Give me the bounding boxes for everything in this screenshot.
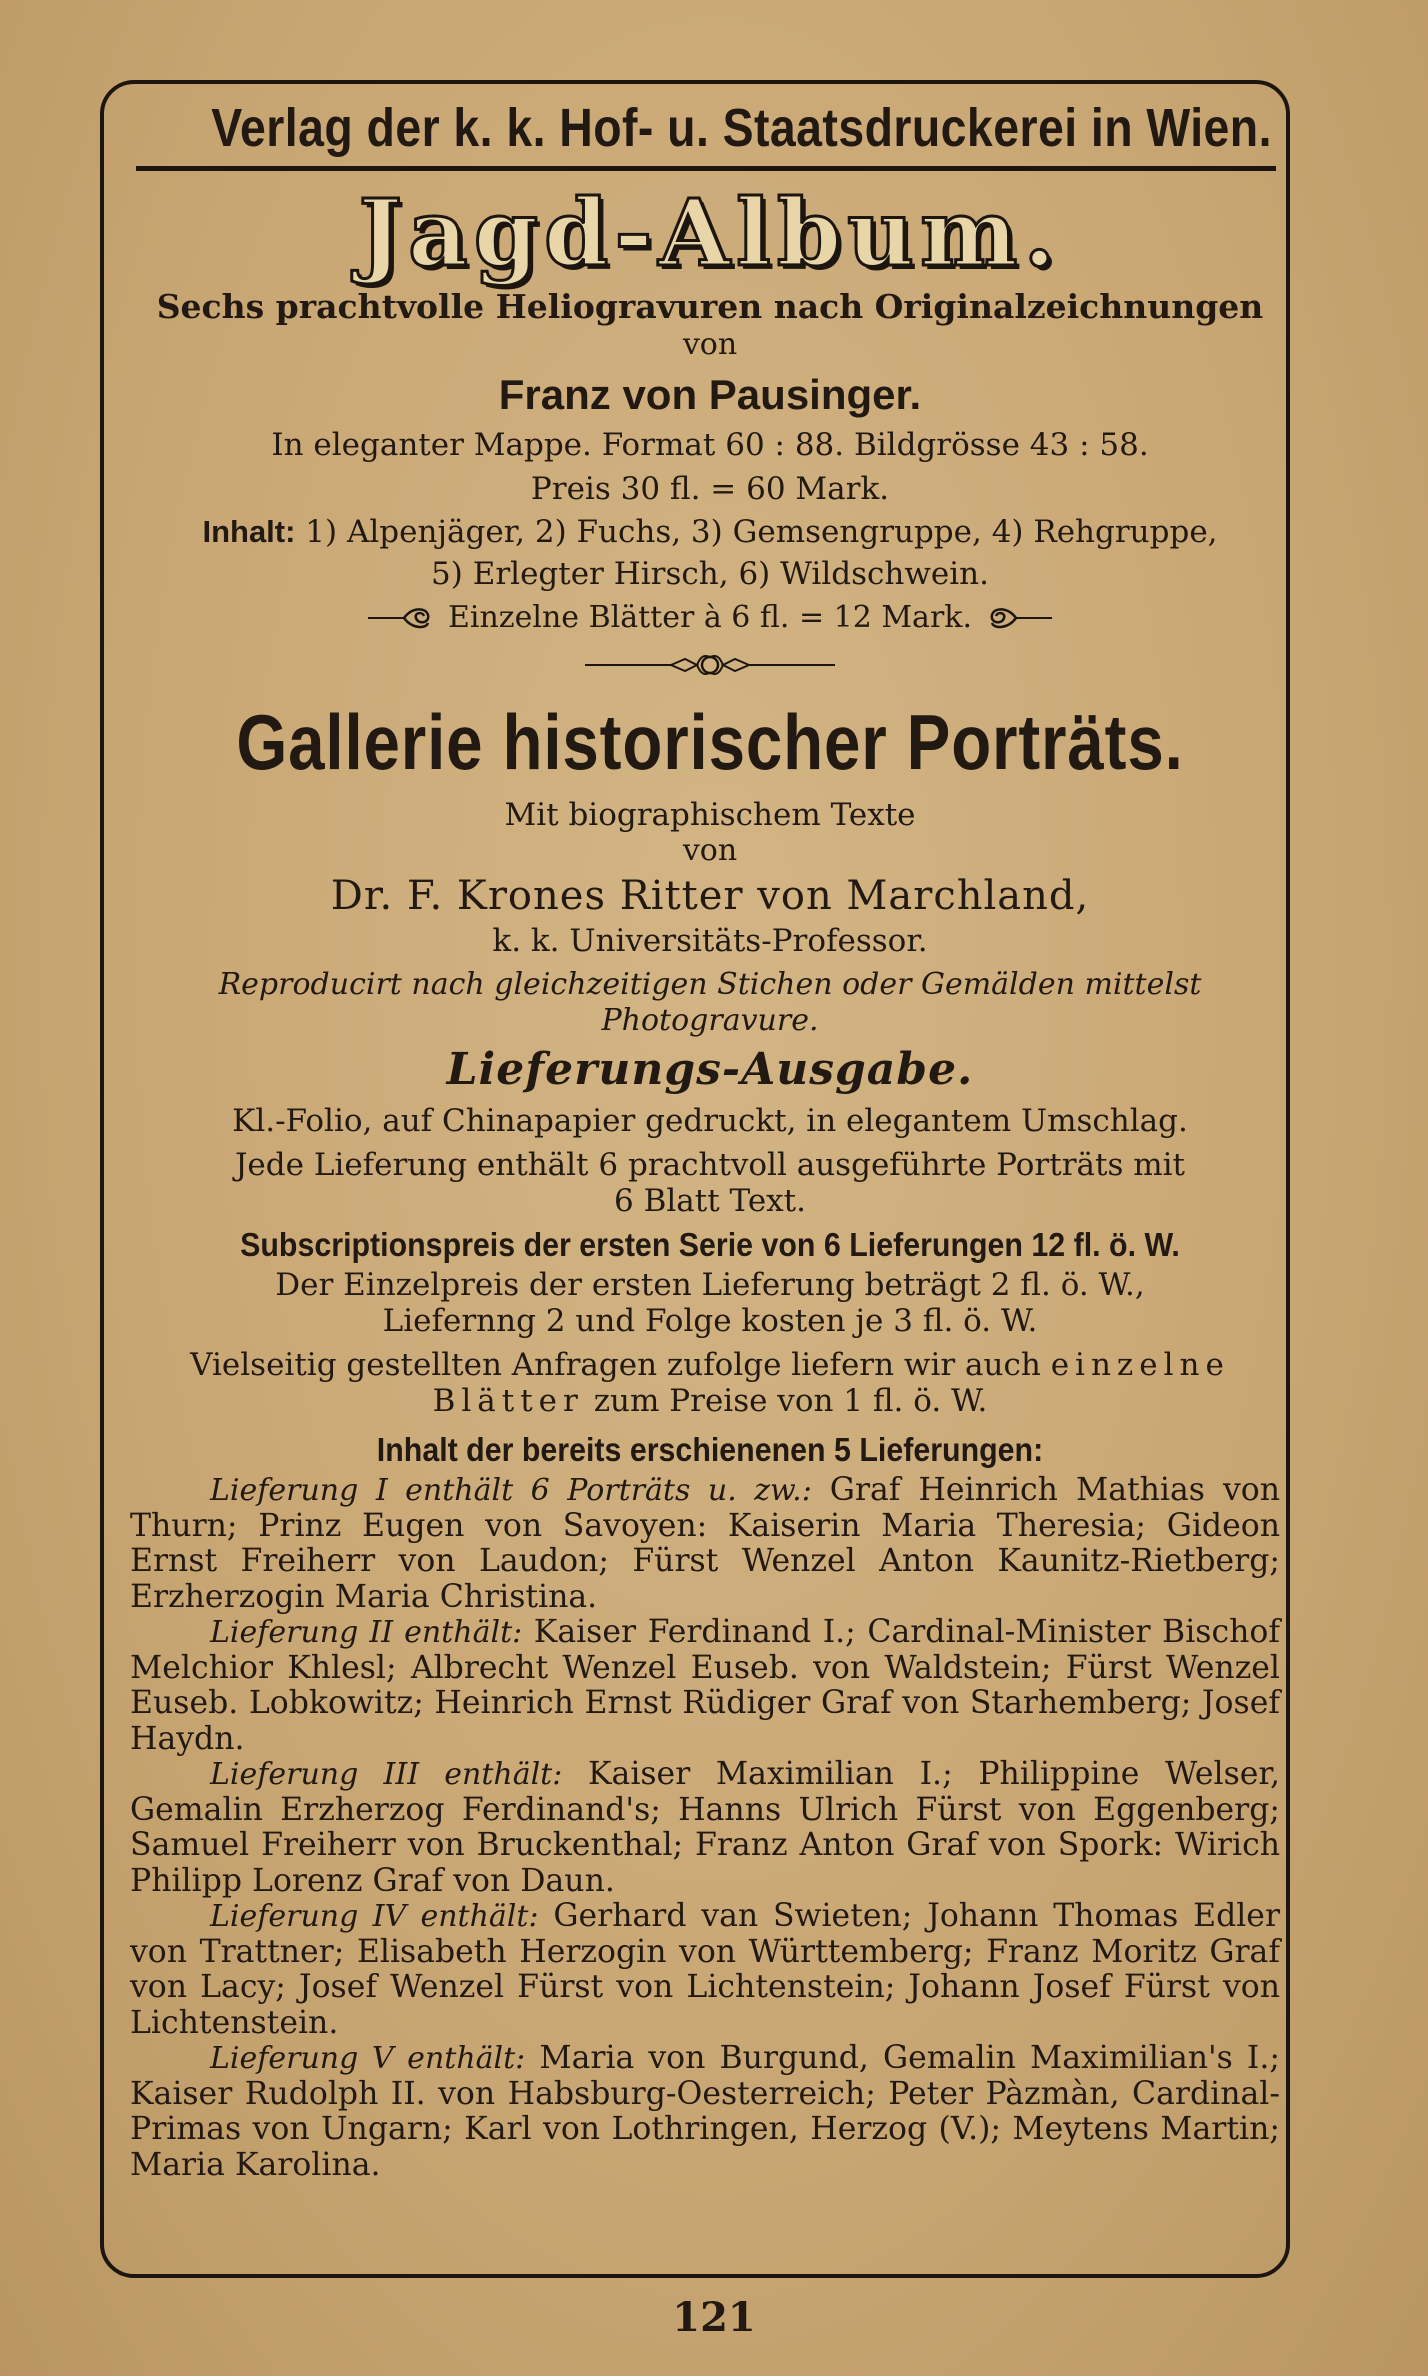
jagd-author: Franz von Pausinger. bbox=[498, 371, 922, 418]
gallerie-von: von bbox=[682, 833, 738, 868]
jagd-subtitle: Sechs prachtvolle Heliogravuren nach Originalzeichnungen bbox=[156, 287, 1264, 326]
lieferung-label: Lieferung III enthält: bbox=[210, 1757, 563, 1792]
jagd-von: von bbox=[682, 327, 738, 362]
gallerie-request-line1b: einzelne bbox=[1050, 1347, 1230, 1383]
lieferung-text: Kaiser Maximilian I.; Philippine Welser, Gemalin Erzherzog Ferdinand's; Hanns Ulrich Fürst von Eggenberg; Samuel Freiherr von Bruckenthal; Franz Anton Graf von Spork: Wirich Philipp Lorenz Graf von Daun. bbox=[130, 1756, 1280, 1899]
gallerie-contents bbox=[130, 1147, 1290, 1219]
left-ornament-icon bbox=[368, 605, 434, 631]
gallerie-subscription: Subscriptionspreis der ersten Serie von 6 Lieferungen 12 fl. ö. W. bbox=[240, 1226, 1180, 1263]
gallerie-title: Gallerie historischer Porträts. bbox=[236, 698, 1184, 786]
jagd-price-line: Preis 30 fl. = 60 Mark. bbox=[530, 471, 890, 507]
header-rule bbox=[136, 166, 1276, 171]
gallerie-repro-line1: Reproducirt nach gleichzeitigen Stichen oder Gemälden mittelst bbox=[218, 967, 1202, 1002]
jagd-single-sheets-row bbox=[130, 595, 1290, 641]
gallerie-text-line: Mit biographischem Texte bbox=[504, 797, 916, 833]
page-number: 121 bbox=[672, 2294, 756, 2341]
gallerie-request-line2a: Blätter bbox=[432, 1383, 584, 1419]
gallerie-contents-line1: Jede Lieferung enthält 6 prachtvoll ausgeführte Porträts mit bbox=[235, 1147, 1185, 1183]
gallerie-request-line1a: Vielseitig gestellten Anfragen zufolge liefern wir auch bbox=[190, 1347, 1051, 1383]
gallerie-repro bbox=[130, 967, 1290, 1039]
section-divider bbox=[130, 651, 1290, 681]
lieferung-item bbox=[130, 1757, 1280, 1899]
gallerie-single-price bbox=[130, 1267, 1290, 1339]
jagd-album-title: Jagd-Album. bbox=[358, 179, 1062, 287]
gallerie-request-line2b: zum Preise von 1 fl. ö. W. bbox=[583, 1383, 988, 1419]
lieferung-label: Lieferung V enthält: bbox=[210, 2041, 526, 2076]
right-ornament-icon bbox=[986, 605, 1052, 631]
lieferung-text: Maria von Burgund, Gemalin Maximilian's I.; Kaiser Rudolph II. von Habsburg-Oesterreich; Peter Pàzmàn, Cardinal-Primas von Ungarn; Karl von Lothringen, Herzog (V.); Meytens Martin; Maria Karolina. bbox=[130, 2040, 1280, 2183]
publisher-line: Verlag der k. k. Hof- u. Staatsdruckerei in Wien. bbox=[211, 98, 1272, 158]
gallerie-contents-line2: 6 Blatt Text. bbox=[614, 1183, 806, 1219]
lieferung-item bbox=[130, 1899, 1280, 2041]
divider-ornament-icon bbox=[585, 651, 835, 679]
lieferungs-ausgabe-title: Lieferungs-Ausgabe. bbox=[446, 1044, 974, 1095]
jagd-inhalt-line2: 5) Erlegter Hirsch, 6) Wildschwein. bbox=[431, 556, 989, 592]
gallerie-request bbox=[130, 1347, 1290, 1419]
gallerie-inhalt-heading: Inhalt der bereits erschienenen 5 Lieferungen: bbox=[376, 1431, 1044, 1468]
jagd-format-line: In eleganter Mappe. Format 60 : 88. Bildgrösse 43 : 58. bbox=[271, 427, 1149, 463]
lieferung-text: Kaiser Ferdinand I.; Cardinal-Minister Bischof Melchior Khlesl; Albrecht Wenzel Euseb. von Waldstein; Fürst Wenzel Euseb. Lobkowitz; Heinrich Ernst Rüdiger Graf von Starhemberg; Josef Haydn. bbox=[130, 1614, 1280, 1757]
gallerie-author-title: k. k. Universitäts-Professor. bbox=[492, 923, 928, 959]
gallerie-single-price-line1: Der Einzelpreis der ersten Lieferung beträgt 2 fl. ö. W., bbox=[275, 1267, 1145, 1303]
jagd-inhalt-line1: 1) Alpenjäger, 2) Fuchs, 3) Gemsengruppe, 4) Rehgruppe, bbox=[295, 514, 1218, 550]
advertisement-content bbox=[130, 96, 1290, 2183]
lieferung-label: Lieferung IV enthält: bbox=[210, 1899, 539, 1934]
gallerie-author: Dr. F. Krones Ritter von Marchland, bbox=[330, 873, 1090, 919]
lieferung-text: Graf Heinrich Mathias von Thurn; Prinz Eugen von Savoyen: Kaiserin Maria Theresia; Gideon Ernst Freiherr von Laudon; Fürst Wenzel Anton Kaunitz-Rietberg; Erzherzogin Maria Christina. bbox=[130, 1472, 1280, 1615]
lieferungen-list bbox=[130, 1473, 1290, 2183]
jagd-inhalt-label: Inhalt: bbox=[202, 514, 296, 549]
lieferung-label: Lieferung II enthält: bbox=[210, 1615, 523, 1650]
lieferung-text: Gerhard van Swieten; Johann Thomas Edler von Trattner; Elisabeth Herzogin von Württemberg; Franz Moritz Graf von Lacy; Josef Wenzel Fürst von Lichtenstein; Johann Josef Fürst von Lichtenstein. bbox=[130, 1898, 1281, 2041]
lieferung-label: Lieferung I enthält 6 Porträts u. zw.: bbox=[210, 1473, 812, 1508]
gallerie-repro-line2: Photogravure. bbox=[601, 1003, 819, 1038]
gallerie-single-price-line2: Liefernng 2 und Folge kosten je 3 fl. ö. W. bbox=[382, 1303, 1038, 1339]
lieferung-item bbox=[130, 1615, 1280, 1757]
gallerie-format-line: Kl.-Folio, auf Chinapapier gedruckt, in elegantem Umschlag. bbox=[232, 1103, 1188, 1139]
lieferung-item bbox=[130, 2041, 1280, 2183]
jagd-single-sheets: Einzelne Blätter à 6 fl. = 12 Mark. bbox=[447, 600, 973, 635]
lieferung-item bbox=[130, 1473, 1280, 1615]
jagd-inhalt bbox=[130, 511, 1290, 595]
